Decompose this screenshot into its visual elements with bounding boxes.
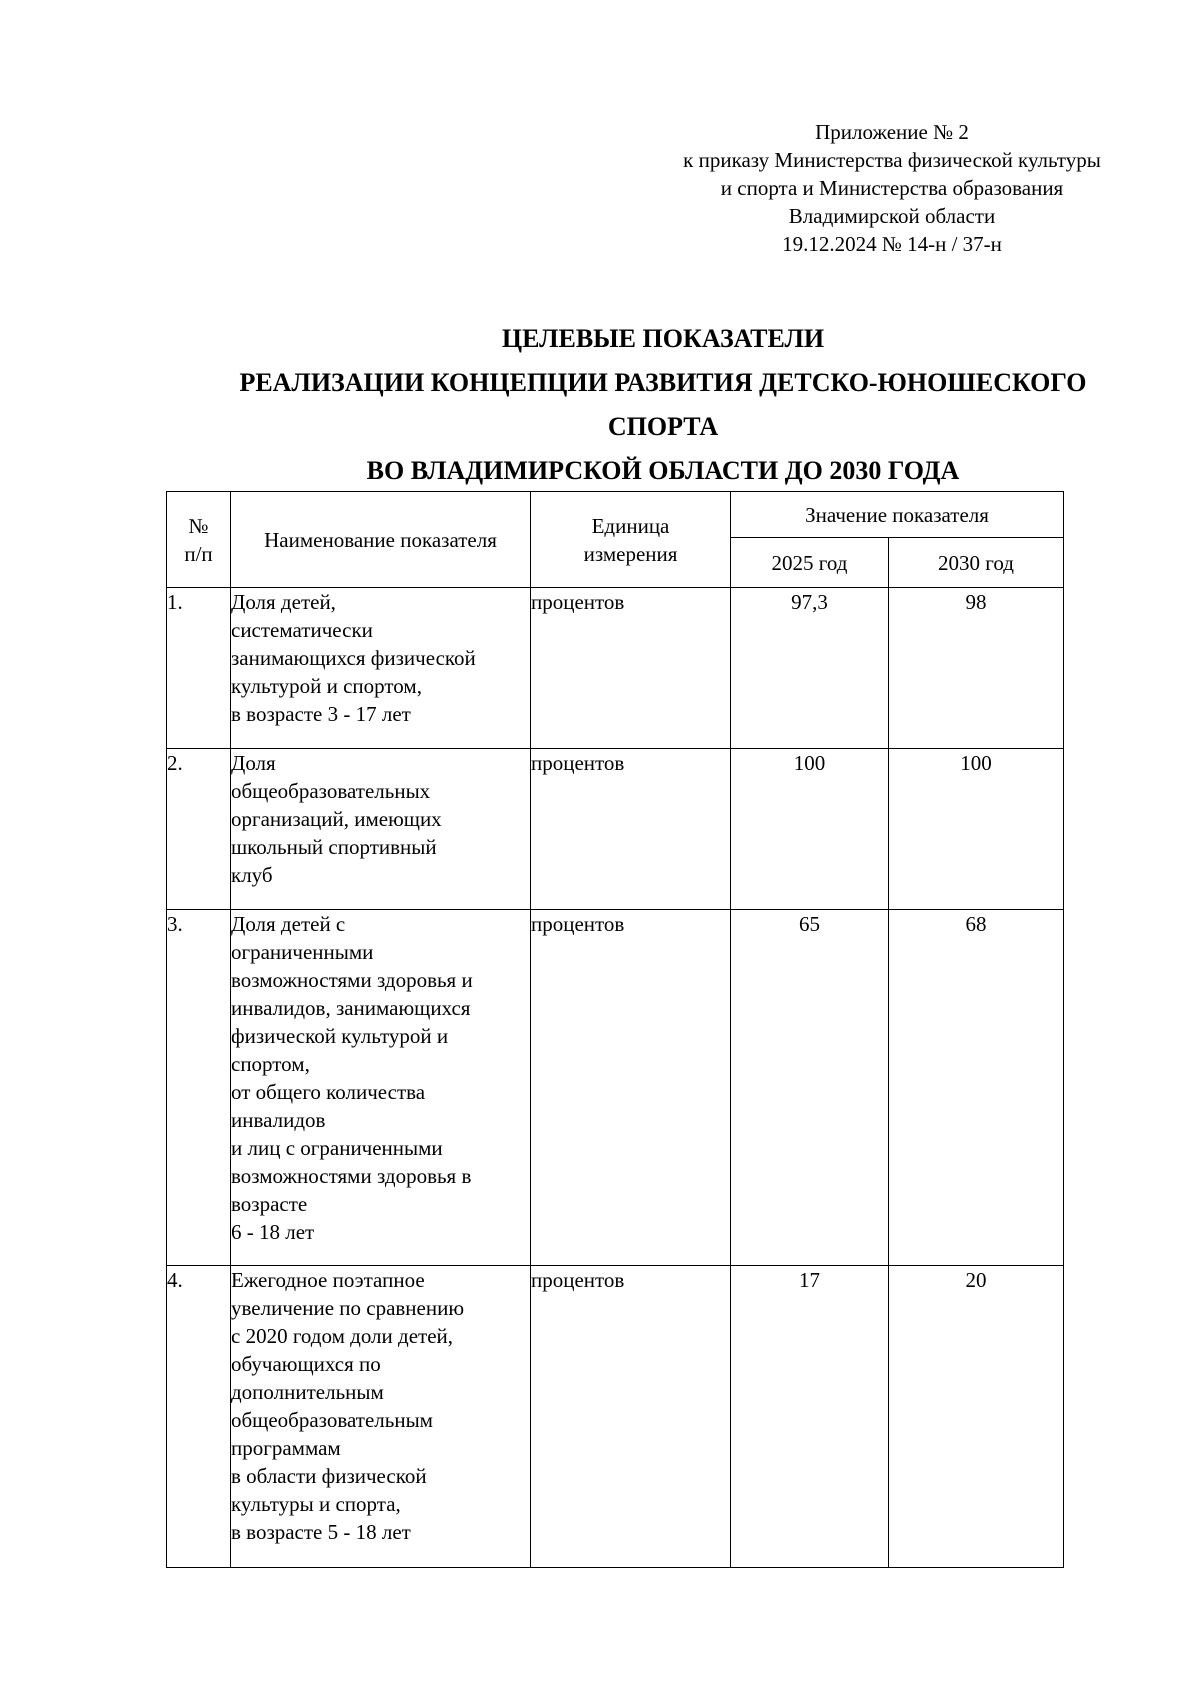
appendix-line: Владимирской области — [788, 204, 996, 228]
indicator-name — [231, 749, 531, 910]
table-row — [167, 749, 1064, 910]
indicator-name-line: увеличение по сравнению — [231, 1296, 465, 1320]
indicator-name — [231, 910, 531, 1266]
indicator-name-line: Доля детей, — [231, 590, 336, 614]
indicator-name-line: дополнительным — [231, 1380, 384, 1404]
header-name-label: Наименование показателя — [264, 527, 497, 552]
indicator-name-line: систематически — [231, 618, 373, 642]
value-2030: 20 — [889, 1266, 1064, 1568]
indicator-name-line: с 2020 годом доли детей, — [231, 1324, 453, 1348]
indicator-name-line: Доля детей с — [231, 912, 346, 936]
table-row — [167, 910, 1064, 1266]
appendix-line: и спорта и Министерства образования — [720, 176, 1064, 200]
title-line: СПОРТА — [607, 412, 719, 441]
header-year-2030-label: 2030 год — [938, 550, 1014, 575]
header-year-2030 — [889, 538, 1064, 588]
header-num — [167, 492, 231, 588]
header-unit — [531, 492, 731, 588]
indicator-name-line: занимающихся физической — [231, 646, 476, 670]
header-unit-line: Единица — [591, 513, 670, 538]
indicator-name-line: ограниченными — [231, 940, 374, 964]
indicator-name — [231, 1266, 531, 1568]
header-num-line: п/п — [184, 541, 213, 566]
row-number: 2. — [167, 749, 231, 910]
indicator-name-line: возможностями здоровья в — [231, 1164, 472, 1188]
indicator-name-line: возрасте — [231, 1192, 308, 1216]
indicator-name-line: программам — [231, 1436, 341, 1460]
header-num-line: № — [188, 513, 209, 538]
appendix-line: Приложение № 2 — [815, 120, 969, 144]
value-2025: 97,3 — [731, 588, 889, 749]
indicator-name-line: общеобразовательным — [231, 1408, 433, 1432]
indicator-name — [231, 588, 531, 749]
table-row — [167, 588, 1064, 749]
indicator-name-line: общеобразовательных — [231, 779, 431, 803]
value-2025: 65 — [731, 910, 889, 1266]
indicator-name-line: от общего количества — [231, 1080, 426, 1104]
title-line: ЦЕЛЕВЫЕ ПОКАЗАТЕЛИ — [501, 324, 825, 353]
indicator-name-line: 6 - 18 лет — [231, 1220, 315, 1244]
row-number: 1. — [167, 588, 231, 749]
indicator-name-line: спортом, — [231, 1052, 310, 1076]
indicator-name-line: возможностями здоровья и — [231, 968, 473, 992]
indicator-name-line: инвалидов — [231, 1108, 326, 1132]
indicator-name-line: и лиц с ограниченными — [231, 1136, 443, 1160]
header-value-group-label: Значение показателя — [805, 502, 989, 527]
indicator-name-line: Доля — [231, 751, 276, 775]
header-year-2025 — [731, 538, 889, 588]
title-line: РЕАЛИЗАЦИИ КОНЦЕПЦИИ РАЗВИТИЯ ДЕТСКО-ЮНОШЕСКОГО — [239, 368, 1087, 397]
appendix-line: к приказу Министерства физической культуры — [683, 148, 1101, 172]
indicator-name-line: в возрасте 5 - 18 лет — [231, 1520, 411, 1544]
indicator-name-line: Ежегодное поэтапное — [231, 1268, 425, 1292]
title-line: ВО ВЛАДИМИРСКОЙ ОБЛАСТИ ДО 2030 ГОДА — [366, 456, 960, 485]
value-2030: 68 — [889, 910, 1064, 1266]
header-value-group — [731, 492, 1064, 538]
row-number: 3. — [167, 910, 231, 1266]
indicator-name-line: организаций, имеющих — [231, 807, 442, 831]
unit-cell: процентов — [531, 749, 731, 910]
indicator-name-line: культурой и спортом, — [231, 674, 422, 698]
unit-cell: процентов — [531, 588, 731, 749]
header-year-2025-label: 2025 год — [771, 550, 848, 575]
value-2030: 100 — [889, 749, 1064, 910]
unit-cell: процентов — [531, 910, 731, 1266]
indicator-name-line: школьный спортивный — [231, 835, 437, 859]
indicators-table — [166, 491, 1064, 1568]
table-row — [167, 1266, 1064, 1568]
document-title — [160, 317, 1166, 493]
appendix-line: 19.12.2024 № 14-н / 37-н — [782, 232, 1002, 256]
value-2025: 100 — [731, 749, 889, 910]
indicator-name-line: физической культурой и — [231, 1024, 449, 1048]
indicator-name-line: клуб — [231, 863, 273, 887]
indicator-name-line: обучающихся по — [231, 1352, 381, 1376]
indicator-name-line: культуры и спорта, — [231, 1492, 401, 1516]
unit-cell: процентов — [531, 1266, 731, 1568]
indicator-name-line: в области физической — [231, 1464, 427, 1488]
header-unit-line: измерения — [583, 541, 678, 566]
indicator-name-line: инвалидов, занимающихся — [231, 996, 471, 1020]
indicator-name-line: в возрасте 3 - 17 лет — [231, 702, 411, 726]
value-2025: 17 — [731, 1266, 889, 1568]
row-number: 4. — [167, 1266, 231, 1568]
appendix-block — [640, 118, 1144, 258]
value-2030: 98 — [889, 588, 1064, 749]
header-name — [231, 492, 531, 588]
